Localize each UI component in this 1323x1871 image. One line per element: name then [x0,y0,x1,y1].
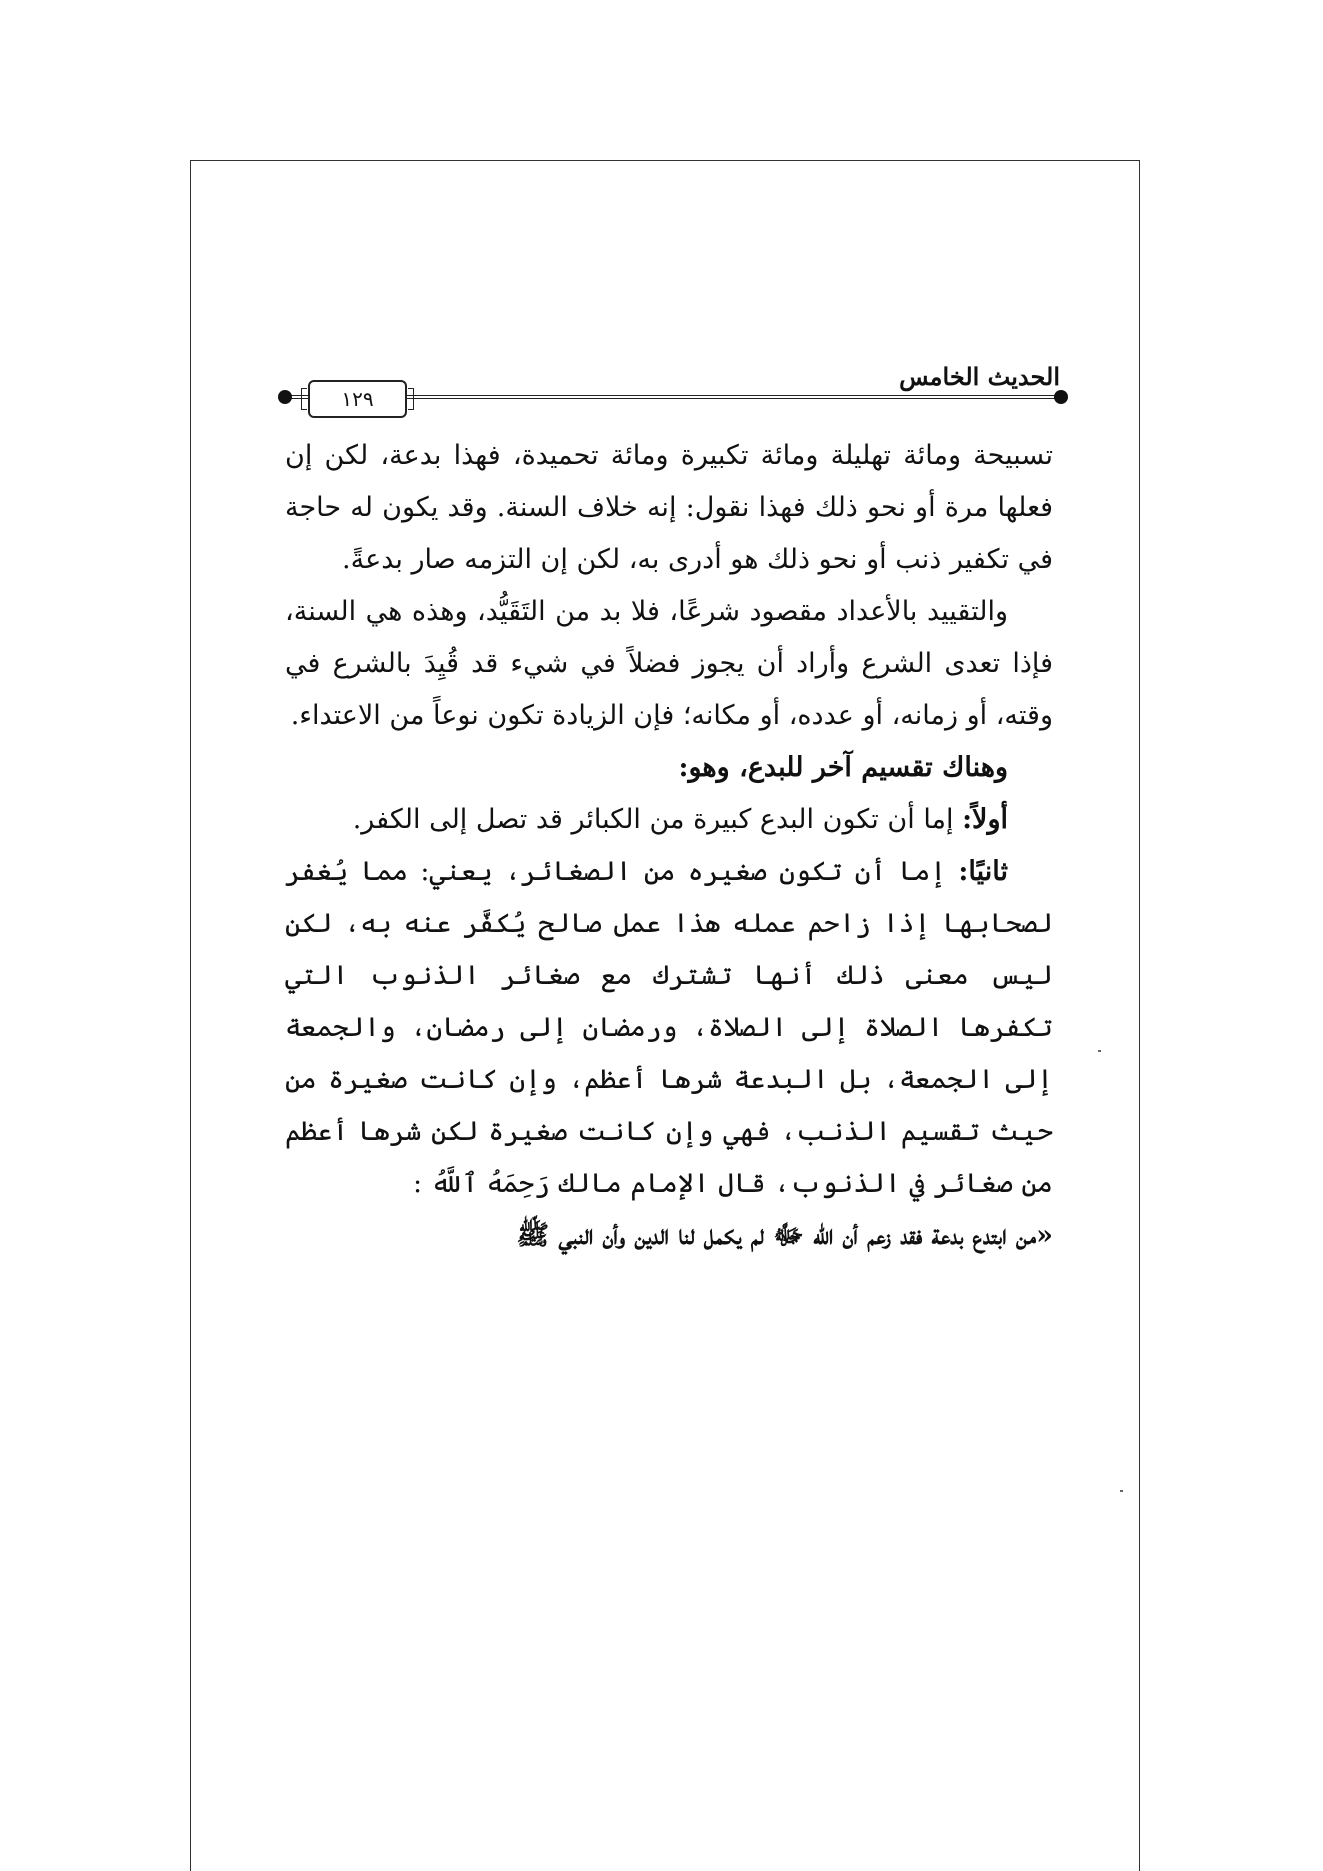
paragraph-second [285,846,1053,1210]
second-text: إما أن تكون صغيره من الصغائر، يعني: مما يُغفر لصحابها إذا زاحم عمله هذا عمل صالح يُكفَّر عنه به، لكن ليس معنى ذلك أنها تشترك مع صغائر الذنوب التي تكفرها الصلاة إلى الصلاة، ورمضان إلى رمضان، والجمعة إلى الجمعة، بل البدعة شرها أعظم، وإن كانت صغيرة من حيث تقسيم الذنب، فهي وإن كانت صغيرة لكن شرها أعظم من صغائر في الذنوب، قال الإمام مالك رَحِمَهُ ٱللَّهُ : [285,856,1053,1199]
page-number: ١٢٩ [341,387,374,411]
rule-right-dot [1054,390,1068,404]
running-title: الحديث الخامس [899,362,1060,391]
first-text: إما أن تكون البدع كبيرة من الكبائر قد تصل إلى الكفر. [352,804,963,835]
quote-line: «من ابتدع بدعة فقد زعم أن الله ﷻ لم يكمل لنا الدين وأن النبي ﷺ [516,1220,1053,1251]
paragraph-2: والتقييد بالأعداد مقصود شرعًا، فلا بد من التَقَيُّد، وهذه هي السنة، فإذا تعدى الشرع وأراد أن يجوز فضلاً في شيء قد قُيِدَ بالشرع في وقته، أو زمانه، أو عدده، أو مكانه؛ فإن الزيادة تكون نوعاً من الاعتداء. [285,596,1053,731]
second-label: ثانيًا: [958,856,1008,887]
rule-left-dot [278,390,292,404]
page-number-box [308,380,407,418]
page-body [285,430,1053,1262]
first-label: أولاً: [962,804,1008,835]
scan-speck [1120,1490,1123,1492]
scan-speck [1098,1050,1101,1052]
section-heading: وهناك تقسيم آخر للبدع، وهو: [678,752,1008,783]
paragraph-first [285,794,1053,846]
page-header [280,362,1060,412]
paragraph-1: تسبيحة ومائة تهليلة ومائة تكبيرة ومائة تحميدة، فهذا بدعة، لكن إن فعلها مرة أو نحو ذلك فهذا نقول: إنه خلاف السنة. وقد يكون له حاجة في تكفير ذنب أو نحو ذلك هو أدرى به، لكن إن التزمه صار بدعةً. [285,440,1053,575]
